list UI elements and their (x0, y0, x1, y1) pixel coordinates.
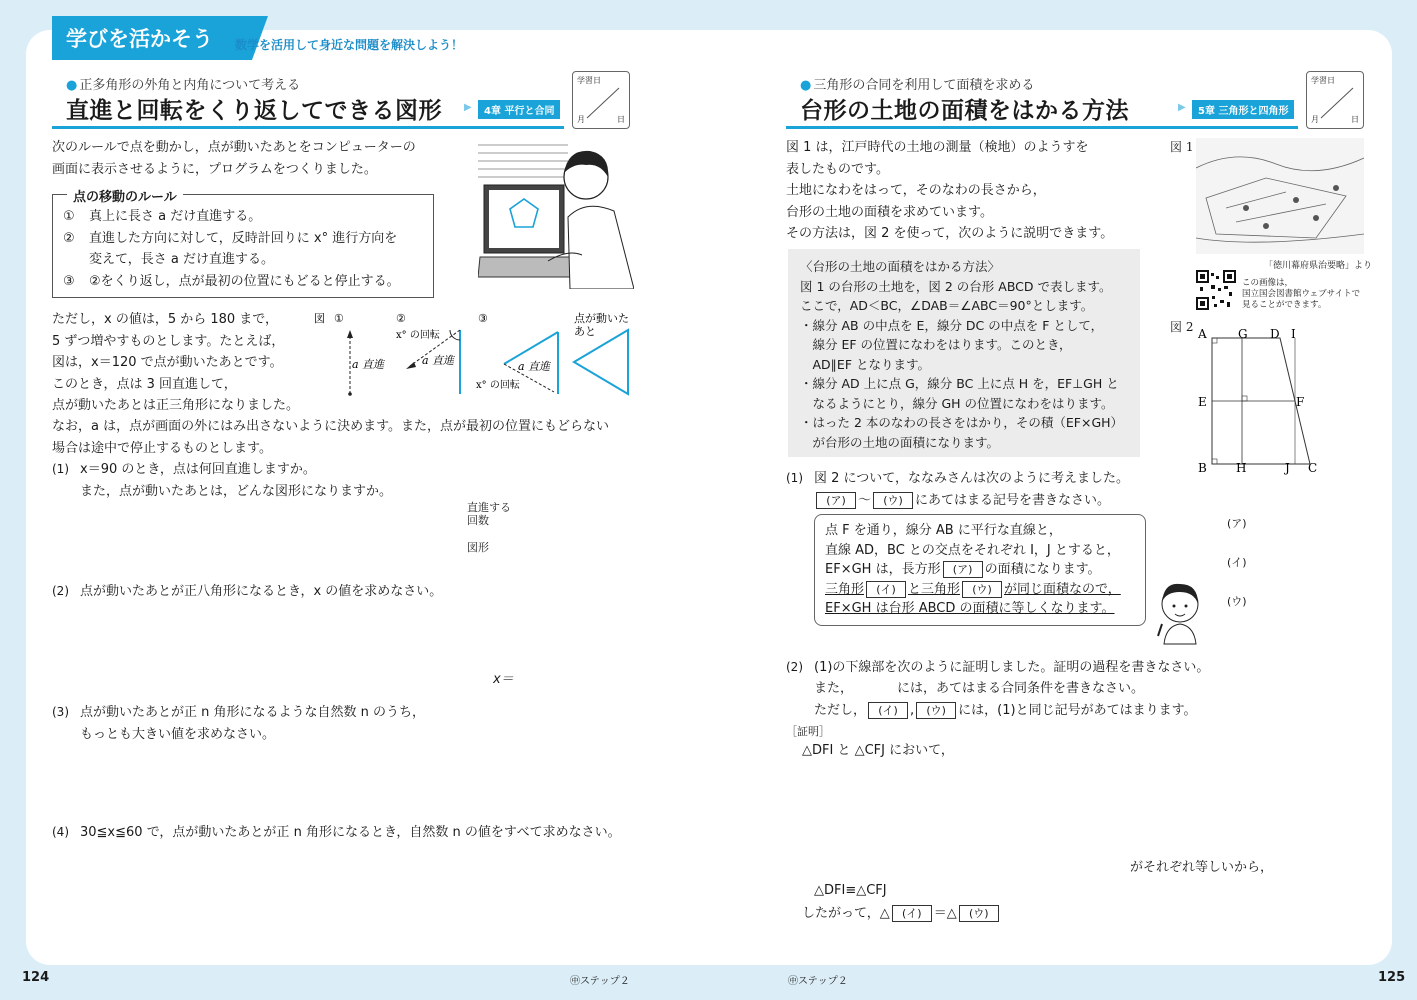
svg-text:a 直進: a 直進 (518, 360, 551, 373)
answer-label-shape: 図形 (467, 541, 489, 554)
boy-at-computer-illustration (478, 137, 634, 289)
figure-label: 図 (314, 312, 325, 325)
right-chapter-tag: ▶ 5章 三角形と四角形 (1192, 100, 1294, 119)
svg-text:a 直進: a 直進 (352, 358, 385, 371)
svg-text:あと: あと (574, 325, 596, 338)
section-banner (52, 16, 252, 60)
svg-text:J: J (1285, 461, 1290, 475)
figure-2-label: 図 2 (1170, 320, 1194, 334)
answer-label-b: (イ) (1227, 556, 1247, 569)
left-note: なお，a は，点が画面の外にはみ出さないように決めます。また，点が最初の位置にもどらない 場合は途中で停止するものとします。 (52, 419, 610, 456)
left-study-date-box[interactable]: 学習日 月 日 (572, 71, 630, 129)
answer-label-a: (ア) (1227, 517, 1247, 530)
step-1-label: ① (334, 312, 344, 325)
left-title-rule (52, 126, 564, 129)
right-intro: 図 1 は，江戸時代の土地の測量（検地）のようすを 表したものです。 土地になわをはって，そのなわの長さから， 台形の土地の面積を求めています。 その方法は，図 2 を使って，次のように説明できます。 (786, 140, 1114, 241)
right-question-1-instruction: (ア) ～ (ウ) にあてはまる記号を書きなさい。 (814, 490, 1110, 512)
right-page-title: 台形の土地の面積をはかる方法 (800, 98, 1129, 124)
left-question-2: (2) 点が動いたあとが正八角形になるとき，x の値を求めなさい。 (52, 584, 443, 599)
rule-box-title: 点の移動のルール (67, 186, 183, 205)
banner-subtitle: 数学を活用して身近な問題を解決しよう！ (235, 38, 464, 52)
nanami-speech-bubble: 点 F を通り，線分 AB に平行な直線と， 直線 AD，BC との交点をそれぞれ I，J とすると， EF×GH は，長方形 (ア) の面積になります。 三角形 (イ) と三角形 (ウ) が同じ面積なので， EF×GH は台形 ABCD の面積に等しくなります。 (814, 514, 1146, 626)
svg-text:G: G (1238, 327, 1248, 341)
edo-land-survey-illustration (1196, 138, 1364, 254)
path-steps-figure (310, 308, 640, 408)
rule-1: ① 真上に長さ a だけ直進する。 (63, 209, 262, 224)
right-subtopic: ● 三角形の合同を利用して面積を求める (800, 74, 1034, 93)
rule-2-cont: 変えて，長さ a だけ直進する。 (89, 252, 274, 267)
svg-text:I: I (1291, 327, 1296, 341)
svg-text:A: A (1198, 327, 1207, 341)
right-question-2-line3: ただし， (イ) , (ウ) には，(1)と同じ記号があてはまります。 (814, 703, 1197, 718)
right-question-1: (1) 図 2 について，ななみさんは次のように考えました。 (786, 471, 1130, 486)
svg-text:B: B (1198, 461, 1207, 475)
left-question-4: (4) 30≦x≦60 で，点が動いたあとが正 n 角形になるとき，自然数 n の値をすべて求めなさい。 (52, 825, 621, 840)
rule-3: ③ ②をくり返し，点が最初の位置にもどると停止する。 (63, 273, 400, 289)
movement-rule-box (52, 190, 434, 298)
figure-1-label: 図 1 (1170, 140, 1194, 154)
svg-text:C: C (1308, 461, 1318, 475)
left-intro: 次のルールで点を動かし，点が動いたあとをコンピューターの 画面に表示させるように，プログラムをつくりました。 (52, 140, 416, 177)
right-question-2-line2: また， には，あてはまる合同条件を書きなさい。 (814, 681, 1145, 696)
proof-label: ［証明］ (786, 725, 830, 738)
qr-note: この画像は， 国立国会図書館ウェブサイトで 見ることができます。 (1242, 278, 1361, 310)
trapezoid-abcd-figure (1192, 326, 1322, 478)
left-question-1: (1) x＝90 のとき，点は何回直進しますか。 また，点が動いたあとは，どんな図形になりますか。 (52, 462, 393, 499)
left-page-title: 直進と回転をくり返してできる図形 (66, 98, 442, 124)
left-footer: ㊥ステップ２ (570, 976, 630, 987)
right-title-rule (786, 126, 1298, 129)
svg-text:F: F (1296, 395, 1305, 409)
step-2-label: ② (396, 312, 406, 325)
right-question-2: (2) (1)の下線部を次のように証明しました。証明の過程を書きなさい。 (786, 660, 1210, 675)
method-explanation-box: 〈台形の土地の面積をはかる方法〉 図 1 の台形の土地を，図 2 の台形 ABCD で表します。 ここで，AD＜BC，∠DAB＝∠ABC＝90°とします。 ・線分 AB の中点を E，線分 DC の中点を F として， 線分 EF の位置になわをはります。このとき， AD∥EF となります。 ・線分 AD 上に点 G，線分 BC 上に点 H を，EF⊥GH と なるようにとり，線分 GH の位置になわをはります。 ・はった 2 本のなわの長さをはかり，その積（EF×GH） が台形の土地の面積になります。 (788, 249, 1140, 457)
svg-text:x° の回転: x° の回転 (396, 330, 440, 341)
qr-code-icon[interactable] (1196, 270, 1236, 310)
svg-text:x° の回転: x° の回転 (476, 380, 520, 391)
banner-title: 学びを活かそう (66, 27, 213, 51)
right-study-date-box[interactable]: 学習日 月 日 (1306, 71, 1364, 129)
svg-text:点が動いた: 点が動いた (574, 312, 629, 325)
right-page-number: 125 (1378, 970, 1406, 985)
svg-text:E: E (1198, 395, 1207, 409)
answer-x-label: x＝ (493, 672, 514, 687)
left-subtopic: ● 正多角形の外角と内角について考える (66, 74, 300, 93)
proof-final: したがって，△ (イ) ＝△ (ウ) (802, 903, 1001, 925)
left-explanation: ただし，x の値は，5 から 180 まで， 5 ずつ増やすものとします。たとえば， 図は，x＝120 で点が動いたあとです。 このとき，点は 3 回直進して， 点が動いたあとは正三角形になりました。 (52, 312, 300, 413)
left-question-3: (3) 点が動いたあとが正 n 角形になるような自然数 n のうち， もっとも大きい値を求めなさい。 (52, 705, 426, 742)
left-page-number: 124 (22, 970, 50, 985)
rule-2: ② 直進した方向に対して，反時計回りに x° 進行方向を (63, 230, 398, 246)
student-girl-illustration (1150, 576, 1206, 646)
svg-text:H: H (1236, 461, 1247, 475)
step-3-label: ③ (478, 312, 488, 325)
answer-label-c: (ウ) (1227, 595, 1247, 608)
proof-line-1: △DFI と △CFJ において， (802, 743, 954, 758)
proof-congruence: △DFI≡△CFJ (814, 883, 887, 898)
proof-condition: がそれぞれ等しいから， (1130, 860, 1274, 875)
answer-label-straight-count: 直進する 回数 (467, 501, 511, 527)
figure-1-caption: 「徳川幕府県治要略」より (1264, 261, 1373, 271)
svg-text:a 直進: a 直進 (422, 354, 455, 367)
right-footer: ㊥ステップ２ (788, 976, 848, 987)
svg-text:D: D (1270, 327, 1280, 341)
left-chapter-tag: ▶ 4章 平行と合同 (478, 100, 560, 119)
